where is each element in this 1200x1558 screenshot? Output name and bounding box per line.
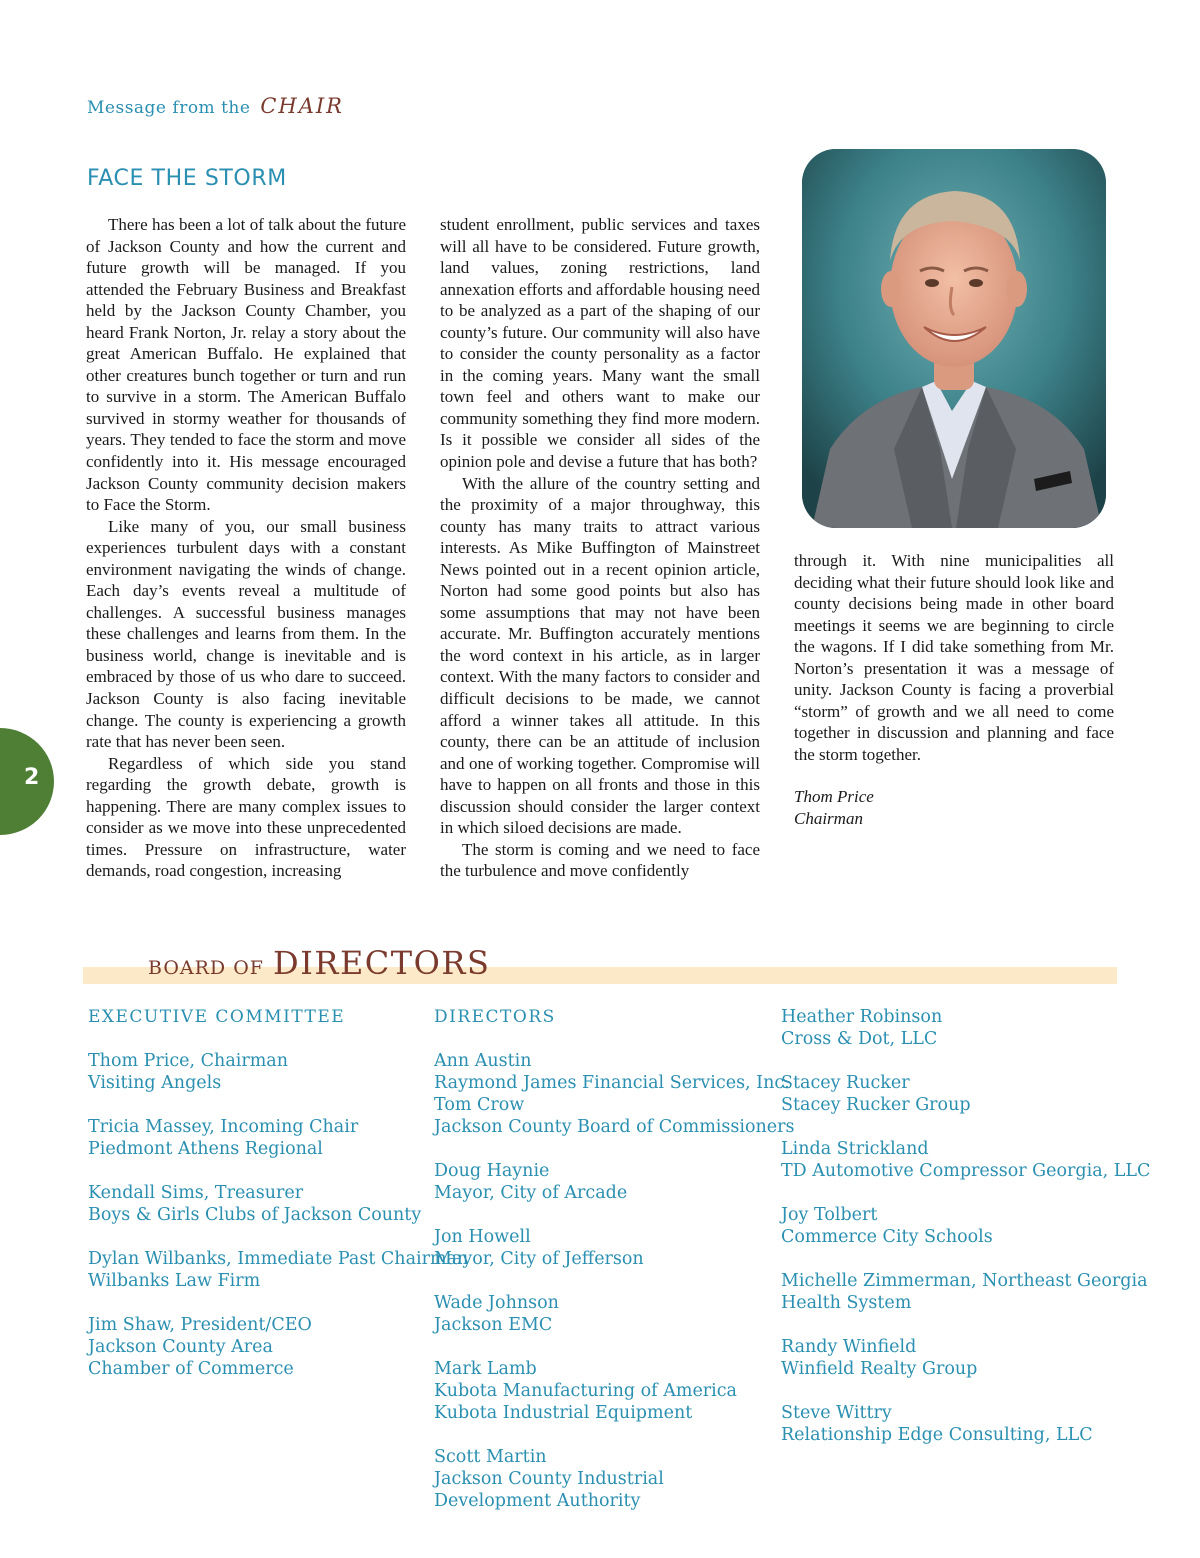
section-header-emphasis: CHAIR [260, 94, 344, 118]
signature-name: Thom Price [794, 787, 874, 806]
board-member-org: Cross & Dot, LLC [781, 1029, 938, 1049]
article-column-2 [440, 214, 760, 882]
board-member-name: Dylan Wilbanks, Immediate Past Chairman [88, 1249, 469, 1269]
directors-heading: DIRECTORS [434, 1007, 556, 1027]
board-member-name: Jon Howell [434, 1227, 531, 1247]
board-member-org: Boys & Girls Clubs of Jackson County [88, 1205, 422, 1225]
executive-committee-heading: EXECUTIVE COMMITTEE [88, 1007, 346, 1027]
board-entry [434, 1446, 794, 1512]
board-entry [88, 1050, 468, 1094]
board-member-org: Winfield Realty Group [781, 1359, 978, 1379]
board-member-name: Jim Shaw, President/CEO [88, 1315, 312, 1335]
board-member-org: Chamber of Commerce [88, 1359, 294, 1379]
board-member-name: Doug Haynie [434, 1161, 550, 1181]
board-title-small: BOARD OF [148, 957, 264, 979]
board-entry [781, 1336, 1150, 1380]
board-entry [88, 1182, 468, 1226]
article-column-3 [794, 550, 1114, 765]
board-member-org: Visiting Angels [88, 1073, 222, 1093]
directors-column [434, 1006, 794, 1534]
page-number: 2 [24, 765, 40, 790]
board-member-name: Mark Lamb [434, 1359, 537, 1379]
paragraph: With the allure of the country setting and the proximity of a major throughway, this county has many traits to attract various interests. As Mike Buffington of Mainstreet News pointed out in a recent opinion article, Norton had some good points but also has some assumptions that may not have been accurate. Mr. Buffington accurately mentions the word context in his article, as in larger context. With the many factors to consider and difficult decisions to be made, we cannot afford a winner takes all attitude. In this county, there can be an attitude of inclusion and one of working together. Compromise will have to happen on all fronts and those in this discussion should consider the larger context in which siloed decisions are made. [440, 473, 760, 838]
board-member-name: Michelle Zimmerman, Northeast Georgia [781, 1271, 1148, 1291]
board-member-org: Commerce City Schools [781, 1227, 993, 1247]
paragraph: The storm is coming and we need to face the turbulence and move confidently [440, 839, 760, 881]
board-member-org: Jackson County Industrial [434, 1469, 664, 1489]
board-entry [781, 1006, 1150, 1050]
board-member-org: Piedmont Athens Regional [88, 1139, 323, 1159]
board-title [148, 944, 490, 982]
board-member-name: Kendall Sims, Treasurer [88, 1183, 304, 1203]
board-entry [434, 1160, 794, 1204]
paragraph: Regardless of which side you stand regarding the growth debate, growth is happening. There are many complex issues to consider as we move into these unprecedented times. Pressure on infrastructure, water demands, road congestion, increasing [86, 753, 406, 881]
board-member-org: Health System [781, 1293, 912, 1313]
board-entry [434, 1292, 794, 1336]
board-member-org: Raymond James Financial Services, Inc. [434, 1073, 790, 1093]
board-member-name: Steve Wittry [781, 1403, 892, 1423]
paragraph: There has been a lot of talk about the future of Jackson County and how the current and future growth will be managed. If you attended the February Business and Breakfast held by the Jackson County Chamber, you heard Frank Norton, Jr. relay a story about the great American Buffalo. He explained that other creatures bunch together or turn and run to survive in a storm. The American Buffalo survived in stormy weather for thousands of years. They tended to face the storm and move confidently into it. His message encouraged Jackson County community decision makers to Face the Storm. [86, 215, 406, 515]
board-member-name: Stacey Rucker [781, 1073, 910, 1093]
executive-committee-column [88, 1006, 468, 1402]
board-member-name: Scott Martin [434, 1447, 547, 1467]
board-member-org: Stacey Rucker Group [781, 1095, 971, 1115]
board-member-org: Jackson County Board of Commissioners [434, 1117, 795, 1137]
section-header [87, 94, 344, 118]
board-entry [781, 1402, 1150, 1446]
board-entry [781, 1138, 1150, 1182]
paragraph: student enrollment, public services and taxes will all have to be considered. Future growth, land values, zoning restrictions, land annexation efforts and affordable housing need to be analyzed as a part of the shaping of our county’s future. Our community will also have to consider the county personality as a factor in the coming years. Many want the small town feel and others want to make our community something they find more modern. Is it possible we consider all sides of the opinion pole and devise a future that has both? [440, 215, 760, 472]
portrait-illustration [802, 149, 1106, 528]
board-entry [88, 1116, 468, 1160]
board-entry [88, 1314, 468, 1380]
section-header-prefix: Message from the [87, 98, 251, 118]
board-title-big: DIRECTORS [273, 944, 491, 982]
signature-title: Chairman [794, 809, 863, 828]
directors-column-continued [781, 1006, 1150, 1468]
board-member-name: Wade Johnson [434, 1293, 559, 1313]
board-member-org: Mayor, City of Jefferson [434, 1249, 644, 1269]
paragraph: Like many of you, our small business experiences turbulent days with a constant environment navigating the winds of change. Each day’s events reveal a multitude of challenges. A successful business manages these challenges and learns from them. In the business world, change is inevitable and is embraced by those of us who dare to succeed. Jackson County is also facing inevitable change. The county is experiencing a growth rate that has never been seen. [86, 516, 406, 752]
board-member-name: Tricia Massey, Incoming Chair [88, 1117, 359, 1137]
board-member-name: Linda Strickland [781, 1139, 929, 1159]
board-member-name: Randy Winfield [781, 1337, 917, 1357]
board-member-org: Wilbanks Law Firm [88, 1271, 261, 1291]
board-entry [781, 1072, 1150, 1116]
article-title: FACE THE STORM [87, 166, 287, 191]
board-member-org: Relationship Edge Consulting, LLC [781, 1425, 1093, 1445]
board-member-org: Development Authority [434, 1491, 641, 1511]
board-entry [88, 1248, 468, 1292]
chairman-portrait [802, 149, 1106, 528]
board-entry [434, 1050, 794, 1138]
signature [794, 786, 874, 830]
board-member-name: Thom Price, Chairman [88, 1051, 289, 1071]
board-member-org: Kubota Industrial Equipment [434, 1403, 693, 1423]
paragraph: through it. With nine municipalities all deciding what their future should look like and county decisions being made in other board meetings it seems we are beginning to circle the wagons. If I did take something from Mr. Norton’s presentation it was a message of unity. Jackson County is facing a proverbial “storm” of growth and we all need to come together in discussion and planning and face the storm together. [794, 551, 1114, 764]
board-member-name: Heather Robinson [781, 1007, 943, 1027]
board-entry [434, 1358, 794, 1424]
board-entry [781, 1204, 1150, 1248]
board-member-org: Mayor, City of Arcade [434, 1183, 628, 1203]
board-entry [434, 1226, 794, 1270]
board-member-name: Joy Tolbert [781, 1205, 878, 1225]
article-column-1 [86, 214, 406, 882]
board-entry [781, 1270, 1150, 1314]
board-member-name: Tom Crow [434, 1095, 525, 1115]
board-member-org: Kubota Manufacturing of America [434, 1381, 737, 1401]
board-member-org: TD Automotive Compressor Georgia, LLC [781, 1161, 1151, 1181]
board-member-org: Jackson EMC [434, 1315, 553, 1335]
board-member-org: Jackson County Area [88, 1337, 273, 1357]
board-member-name: Ann Austin [434, 1051, 532, 1071]
